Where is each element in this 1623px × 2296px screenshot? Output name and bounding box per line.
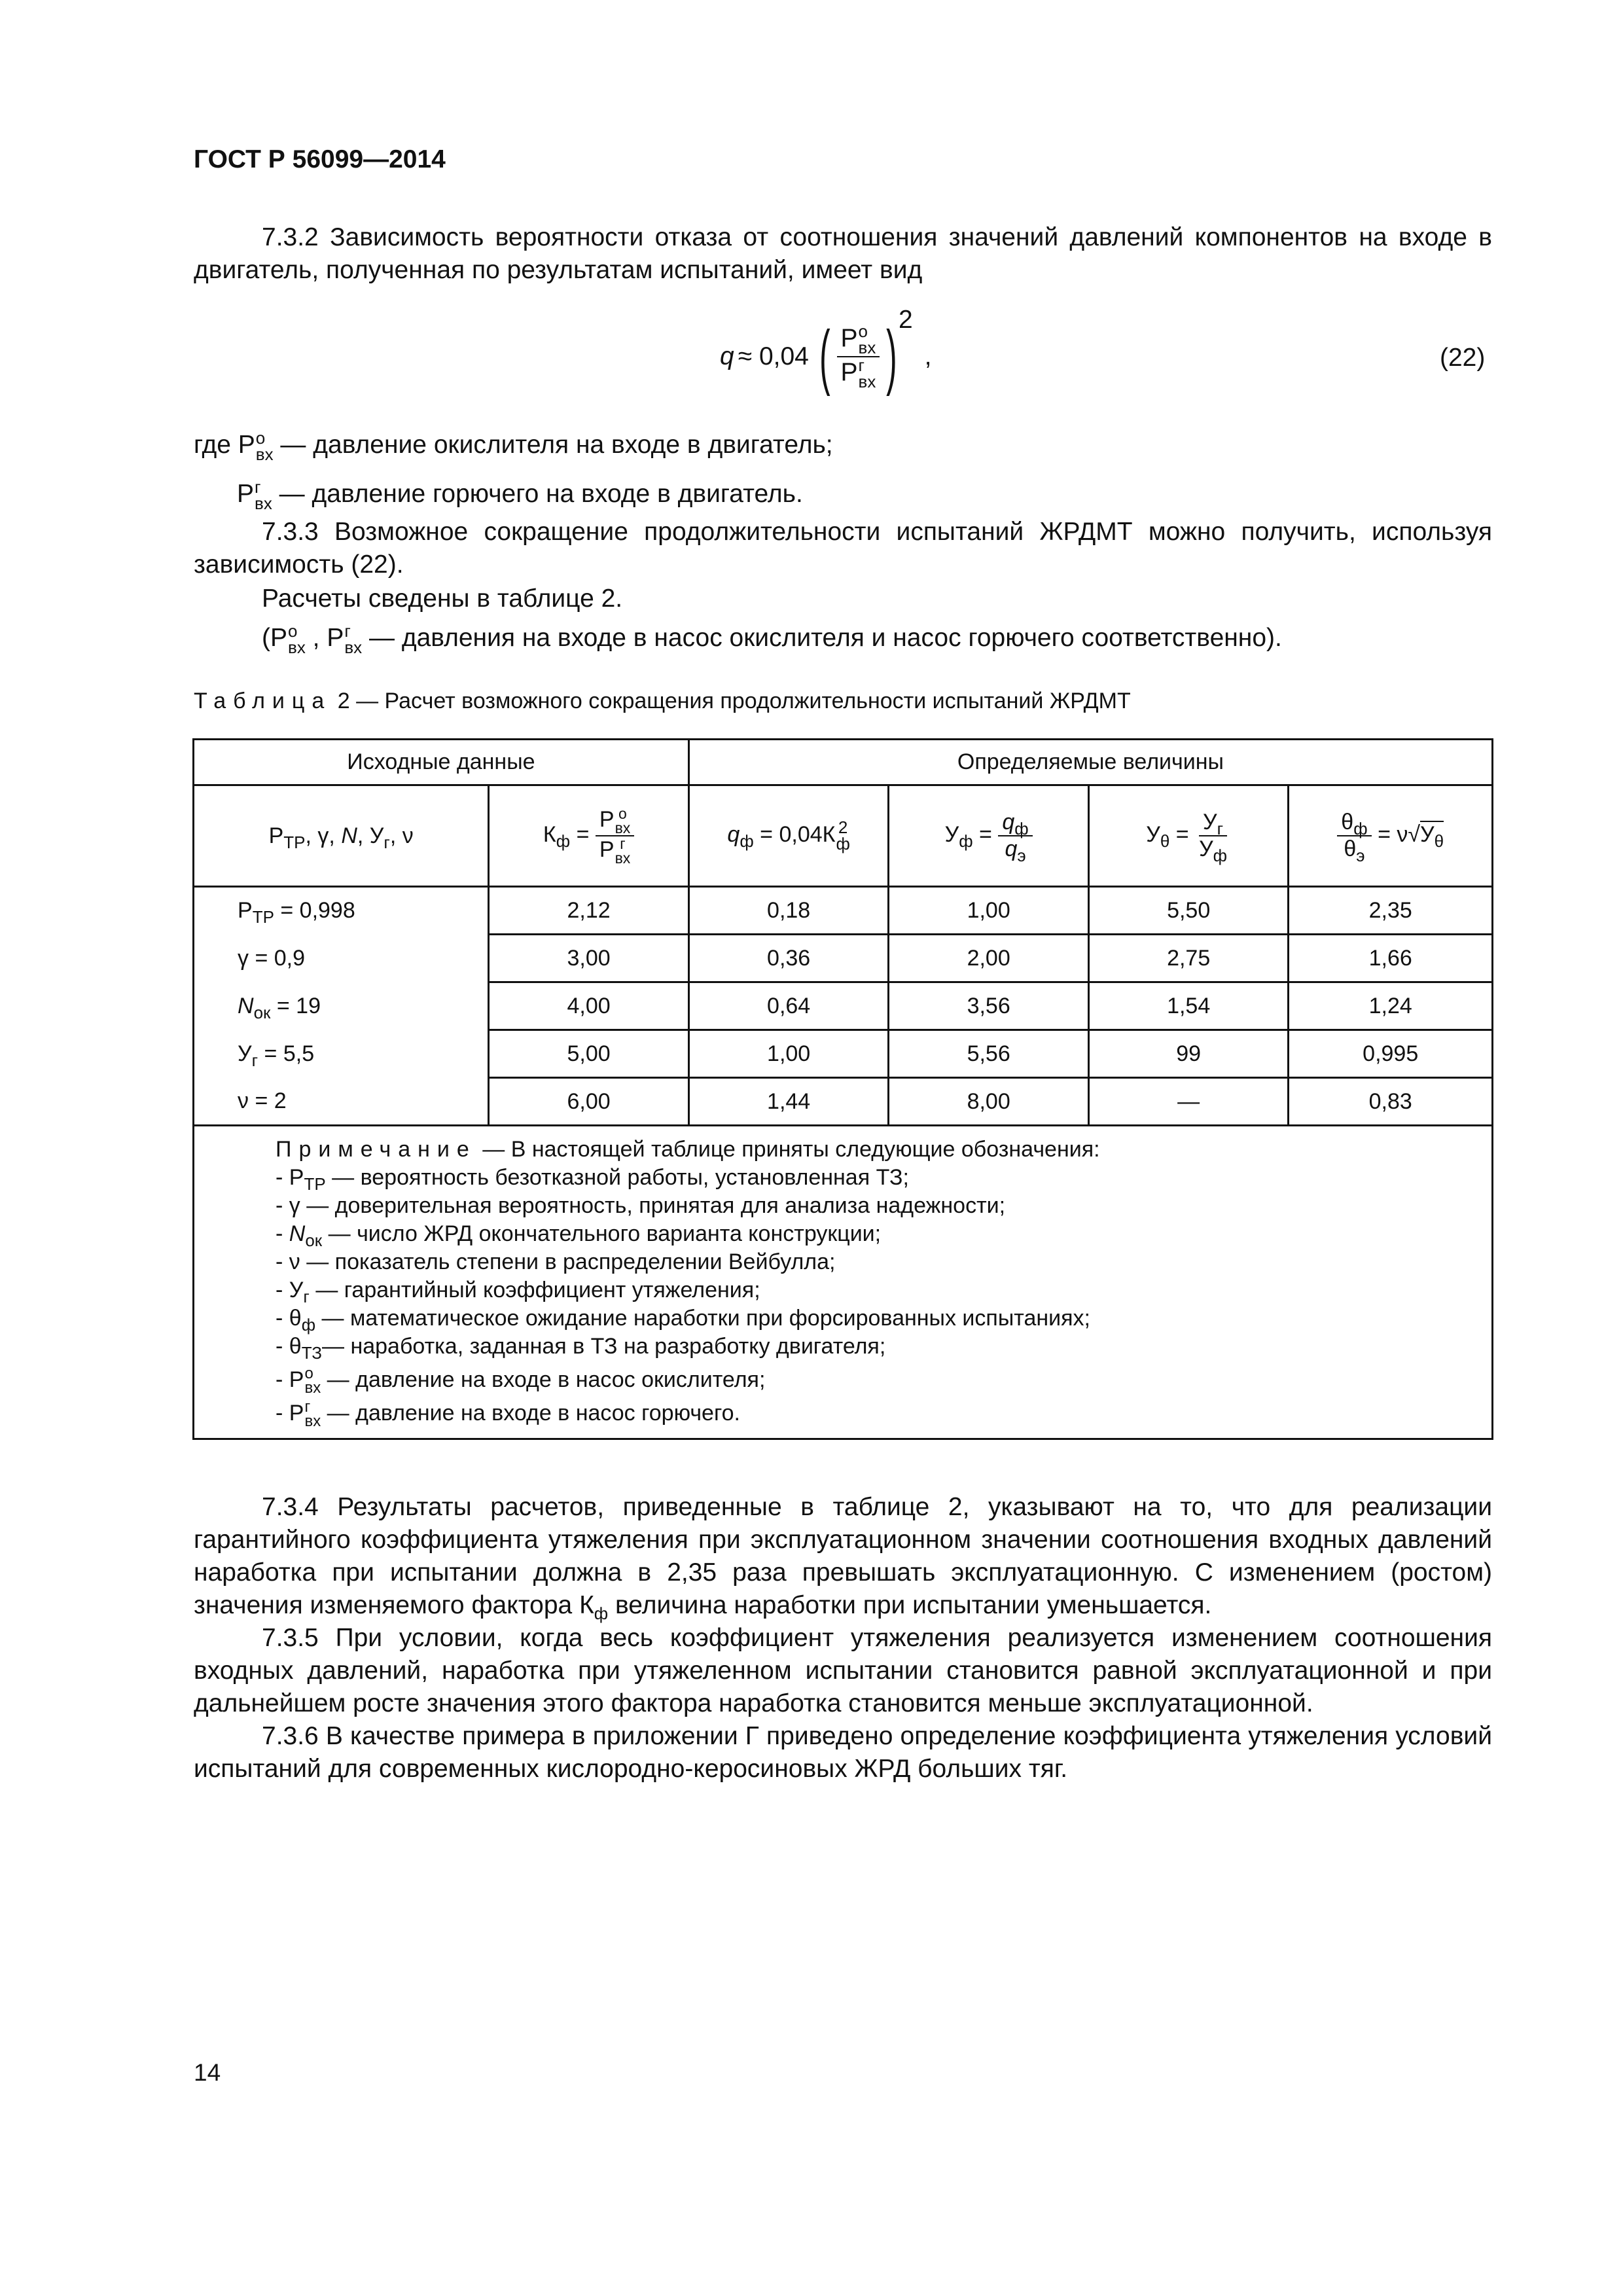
formula-power: 2 <box>898 306 913 334</box>
paragraph-7-3-6: 7.3.6 В качестве примера в приложении Г приведено определение коэффициента утяжеления условий испытаний для современных кислородно-керосиновых ЖРД больших тяг. <box>194 1722 1492 1783</box>
cell-u-f: 3,56 <box>889 982 1089 1030</box>
table-row <box>194 982 1493 1030</box>
formula-lhs: q <box>720 342 734 370</box>
cell-k-f: 3,00 <box>489 935 689 982</box>
header-q-f: $q_ф = 0,04К$ 2 ф <box>688 785 889 887</box>
param-u-g: $У_г = 5,5$ <box>194 1030 489 1078</box>
cell-u-f: 2,00 <box>889 935 1089 982</box>
where-line-2: P г вх — давление горючего на входе в двигатель. <box>237 476 803 513</box>
table-column-header-row <box>194 785 1493 887</box>
cell-theta-ratio: 1,24 <box>1289 982 1493 1030</box>
table-row <box>194 1078 1493 1126</box>
param-gamma: γ = 0,9 <box>194 935 489 982</box>
cell-k-f: 2,12 <box>489 887 689 935</box>
equation-number: (22) <box>1440 344 1486 372</box>
cell-u-theta: 2,75 <box>1088 935 1289 982</box>
paragraph-calc: Расчеты сведены в таблице 2. <box>262 584 623 613</box>
page-number: 14 <box>194 2059 221 2086</box>
cell-q-f: 1,00 <box>688 1030 889 1078</box>
cell-u-f: 8,00 <box>889 1078 1089 1126</box>
cell-q-f: 1,44 <box>688 1078 889 1126</box>
header-determined-values: Определяемые величины <box>688 740 1492 785</box>
cell-k-f: 4,00 <box>489 982 689 1030</box>
header-input-data: Исходные данные <box>194 740 689 785</box>
cell-q-f: 0,64 <box>688 982 889 1030</box>
where-line-1: где P о вх — давление окислителя на входе в двигатель; <box>194 427 833 464</box>
cell-theta-ratio: 1,66 <box>1289 935 1493 982</box>
cell-theta-ratio: 0,83 <box>1289 1078 1493 1126</box>
cell-u-theta: 1,54 <box>1088 982 1289 1030</box>
document-header: ГОСТ Р 56099—2014 <box>194 145 446 173</box>
header-u-f: $У_ф$ = $\frac{q_ф}{q_э}$ <box>889 785 1089 887</box>
pressure-ratio-fraction: P о вх P г вх <box>837 323 880 390</box>
table-row <box>194 1030 1493 1078</box>
cell-u-theta: 5,50 <box>1088 887 1289 935</box>
cell-k-f: 6,00 <box>489 1078 689 1126</box>
table-row <box>194 935 1493 982</box>
cell-k-f: 5,00 <box>489 1030 689 1078</box>
table-note: Примечание — В настоящей таблице приняты следующие обозначения: - $P_{ТР}$ — вероятность безотказной работы, установленная ТЗ; - γ — доверительная вероятность, принятая для анализа надежности; - $N_{ок}$ — число ЖРД окончательного варианта конструкции; - ν — показатель степени в распределении Вейбулла; - $У_г$ — гарантийный коэффициент утяжеления; - $\theta_ф$ — математическое ожидание наработки при форсированных испытаниях; - $\theta_{ТЗ}—$ наработка, заданная в ТЗ на разработку двигателя; - P о вх — давление на входе в насос окислителя; - P г вх — давление на входе в насос горючего. <box>194 1126 1493 1439</box>
cell-theta-ratio: 0,995 <box>1289 1030 1493 1078</box>
left-paren: ( <box>819 316 830 397</box>
right-paren: ) <box>886 316 897 397</box>
header-theta-ratio: $\frac{\theta_ф}{\theta_э}$ = $\nu√У_\theta$ <box>1289 785 1493 887</box>
paragraph-pressures: (P о вх , P г вх — давления на входе в насос окислителя и насос горючего соответственно). <box>262 620 1282 657</box>
param-nu: ν = 2 <box>194 1078 489 1126</box>
cell-q-f: 0,36 <box>688 935 889 982</box>
param-n-ok: $N_{ок} = 19$ <box>194 982 489 1030</box>
paragraph-7-3-3: 7.3.3 Возможное сокращение продолжительности испытаний ЖРДМТ можно получить, используя зависимость (22). <box>194 518 1492 579</box>
paragraph-7-3-4: 7.3.4 Результаты расчетов, приведенные в таблице 2, указывают на то, что для реализации гарантийного коэффициента утяжеления при эксплуатационном значении соотношения входных давлений наработка при испытании должна в 2,35 раза превышать эксплуатационную. С изменением (ростом) значения изменяемого фактора $К_ф$ величина наработки при испытании уменьшается. <box>194 1493 1492 1623</box>
cell-u-f: 1,00 <box>889 887 1089 935</box>
header-u-theta: $У_\theta$ = $\frac{У_г}{У_ф}$ <box>1088 785 1289 887</box>
table-caption: Таблица 2 — Расчет возможного сокращения продолжительности испытаний ЖРДМТ <box>194 689 1131 713</box>
calculation-table <box>192 738 1493 1440</box>
table-row <box>194 887 1493 935</box>
formula-22 <box>720 308 932 406</box>
table-note-row <box>194 1126 1493 1439</box>
cell-u-theta: — <box>1088 1078 1289 1126</box>
formula-approx: ≈ 0,04 <box>738 342 809 370</box>
table-group-header-row <box>194 740 1493 785</box>
header-input-params: $P_{ТР}$, γ, N, $У_г$, ν <box>194 785 489 887</box>
paragraph-7-3-5: 7.3.5 При условии, когда весь коэффициент утяжеления реализуется изменением соотношения входных давлений, наработка при утяжеленном испытании становится равной эксплуатационной и при дальнейшем росте значения этого фактора наработка становится меньше эксплуатационной. <box>194 1624 1492 1717</box>
paragraph-7-3-2: 7.3.2 Зависимость вероятности отказа от соотношения значений давлений компонентов на входе в двигатель, полученная по результатам испытаний, имеет вид <box>194 223 1492 284</box>
header-k-f: $К_ф$ = P о вх P г вх <box>489 785 689 887</box>
cell-theta-ratio: 2,35 <box>1289 887 1493 935</box>
formula-comma: , <box>924 342 932 370</box>
cell-q-f: 0,18 <box>688 887 889 935</box>
param-p-tr: $P_{ТР} = 0,998$ <box>194 887 489 935</box>
cell-u-f: 5,56 <box>889 1030 1089 1078</box>
cell-u-theta: 99 <box>1088 1030 1289 1078</box>
